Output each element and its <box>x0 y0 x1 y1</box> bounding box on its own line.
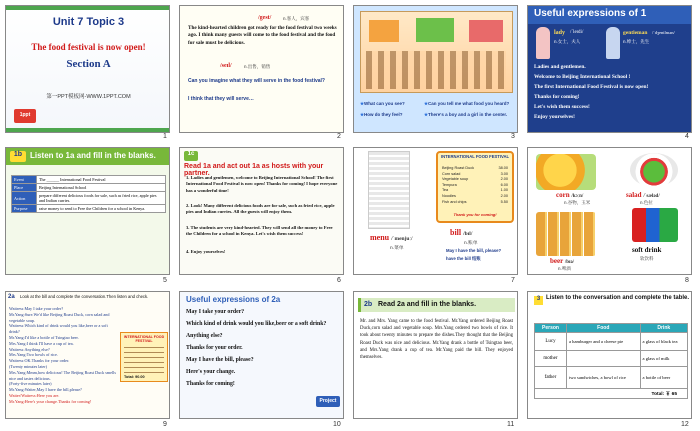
paragraph-2: 2. Look! Many different delicious foods are for sale, such as fried rice, apple pies and Indian curries. All the guests will enjoy them. <box>186 203 335 215</box>
row-label: Event <box>12 176 37 184</box>
vocab-sale: /seɪl/ <box>220 63 232 69</box>
row-value: The ______ International Food Festival <box>37 176 166 184</box>
bill-word <box>450 228 472 237</box>
beer-cn: n.啤酒 <box>558 266 571 271</box>
activity-badge: 2b <box>364 301 373 308</box>
slide-subtitle: The food festival is now open! <box>31 42 146 52</box>
ruler-column <box>368 151 410 229</box>
menu-word-en: menu <box>370 233 390 242</box>
beer-word-ipa: /bɪə/ <box>564 260 575 265</box>
slide-thumbnail-9[interactable] <box>5 291 170 419</box>
activity-title: Listen to the conversation and complete the table. <box>546 295 690 301</box>
expression-1: May I take your order? <box>186 309 245 315</box>
activity-badge: 2a <box>8 294 15 300</box>
bill-line-1: May I have the bill, please? <box>446 248 502 253</box>
question-1 <box>360 101 430 107</box>
item-price: 5.50 <box>500 199 508 204</box>
item-price: 6.00 <box>500 182 508 187</box>
activity-title: Listen to 1a and fill in the blanks. <box>30 151 156 160</box>
info-table <box>11 175 166 213</box>
top-band <box>6 6 170 10</box>
slide-number: 6 <box>337 277 341 284</box>
corn-word <box>556 191 583 199</box>
item-price: 3.00 <box>500 171 508 176</box>
salad-word <box>626 191 660 199</box>
receipt-lines <box>124 347 164 373</box>
row-label: Action <box>12 192 37 205</box>
paragraph-3: 3. The students are very kind-hearted. They will send all the money to Free the Children for a school in Kenya. Let's wish them success! <box>186 225 333 237</box>
lady-ipa: /ˈleɪdi/ <box>570 30 584 35</box>
bottom-band <box>6 128 170 133</box>
item-price: 2.00 <box>500 177 508 182</box>
menu-items <box>442 166 508 205</box>
slide-title: Unit 7 Topic 3 <box>52 16 125 28</box>
dialogue-line: Mr.Yang:Here's your change.Thanks for coming! <box>9 398 92 404</box>
q1-text: What can you see? <box>364 101 405 106</box>
question-2 <box>424 101 518 107</box>
lady-word: lady <box>554 30 566 36</box>
slide-thumbnail-2[interactable] <box>179 5 344 133</box>
slide-number: 3 <box>511 133 515 140</box>
q3-text: How do they feel? <box>364 112 403 117</box>
soft-drink-picture <box>632 208 678 242</box>
bill-word-en: bill <box>450 228 462 237</box>
gentleman-ipa: /ˈdʒentlmən/ <box>652 30 675 35</box>
q4-text: There's a boy and a girl in the center. <box>428 112 508 117</box>
menu-word <box>370 233 413 242</box>
slide-thumbnail-4[interactable] <box>527 5 692 133</box>
salad-picture <box>630 153 678 187</box>
salad-word-ipa: /ˈsæləd/ <box>643 194 660 199</box>
slide-number: 5 <box>163 277 167 284</box>
table-row <box>535 389 688 399</box>
paragraph-1: 1. Ladies and gentlemen, welcome to Beijing International School! The first International Food Festival is now open! Thanks for coming! I hope everyone has a wonderful time! <box>186 175 338 193</box>
item-name: Noodles <box>442 193 456 198</box>
receipt-total: Total: 90.00 <box>124 375 145 379</box>
salad-word-en: salad <box>626 191 642 199</box>
logo-text: 1ppt <box>19 112 31 118</box>
slide-thumbnail-11[interactable] <box>353 291 518 419</box>
drink-cell: a bottle of beer <box>640 367 687 389</box>
expression-4: Thanks for your order. <box>186 345 243 351</box>
footer-text: 第一PPT模板网-WWW.1PPT.COM <box>46 94 131 100</box>
gentleman-word: gentleman <box>623 30 648 36</box>
tent-middle <box>416 18 454 42</box>
bill-line-2: have the bill 结账 <box>446 256 481 261</box>
salad-cn: n.色拉 <box>640 200 653 205</box>
slide-number: 10 <box>333 421 341 428</box>
slide-thumbnail-7[interactable] <box>353 147 518 275</box>
slide-title: Useful expressions of 1 <box>534 8 647 19</box>
item-price: 38.00 <box>498 166 508 170</box>
expression-1: Ladies and gentlemen. <box>534 64 586 70</box>
expression-5: May I have the bill, please? <box>186 357 254 363</box>
corn-cn: n.谷物，玉米 <box>564 200 591 205</box>
dialogue-line: (Twenty minutes later) <box>9 363 48 369</box>
gentleman-cn: n.绅士，先生 <box>623 39 650 44</box>
slide-thumbnail-8[interactable] <box>527 147 692 275</box>
row-value: prepare different delicious foods for sale, such as fried rice, apple pies and Indian curries. <box>37 192 166 205</box>
slide-thumbnail-10[interactable] <box>179 291 344 419</box>
vocab-guest: /gest/ <box>258 15 272 21</box>
drink-cell: a glass of black tea <box>640 333 687 351</box>
expression-7: Thanks for coming! <box>186 381 235 387</box>
person-cell: Lucy <box>535 333 567 351</box>
expression-2: Welcome to Beijing International School ! <box>534 74 631 80</box>
beer-picture <box>536 212 596 256</box>
food-cell: two sandwiches, a bowl of rice <box>567 367 641 389</box>
corn-word-ipa: /kɔːn/ <box>571 194 584 199</box>
lady-figure <box>536 27 550 59</box>
item-price: 2.00 <box>500 193 508 198</box>
slide-number: 8 <box>685 277 689 284</box>
table-row <box>535 333 688 351</box>
row-value: Beijing International School <box>37 184 166 192</box>
table-row <box>535 351 688 367</box>
row-label: Purpose <box>12 205 37 213</box>
expression-2: Which kind of drink would you like,beer or a soft drink? <box>186 321 327 327</box>
item-price: 1.00 <box>500 188 508 193</box>
passage: Mr. and Mrs. Yang came to the food festival. Mr.Yang ordered Beijing Roast Duck,corn salad and vegetable soup. Mrs.Yang ordered two bowls of rice. It took about twenty minutes to prepare the dishes.They thought that the Beijing Roast Duck was nice and delicious. Mr.Yang drank a bottle of Tsingtao beer, and Mrs.Yang drank a cup of tea. Mr.Yang paid the bill. They enjoyed themselves. <box>360 319 513 361</box>
column-header: Person <box>535 324 567 333</box>
item-name: Tea <box>442 188 449 193</box>
tent-right <box>469 20 503 42</box>
total-cell: Total: ￥ 65 <box>535 389 688 399</box>
tent-left <box>369 20 399 42</box>
slide-number: 2 <box>337 133 341 140</box>
food-cell <box>567 351 641 367</box>
expression-5: Let's wish them success! <box>534 104 590 110</box>
menu-word-ipa: /ˈmenjuː/ <box>391 236 413 242</box>
project-button[interactable]: Project <box>316 396 340 407</box>
section-label: Section A <box>66 58 111 70</box>
paragraph-4: 4. Enjoy yourselves! <box>186 249 226 254</box>
item-name: Fish and chips <box>442 199 467 204</box>
table-row <box>12 184 166 192</box>
dialogue-line: Mrs.Yang:Two bowls of rice. <box>9 352 58 358</box>
slide-thumbnail-1[interactable] <box>5 5 170 133</box>
person-cell: mother <box>535 351 567 367</box>
dialogue-line: Mr.Yang:Waiter,May I have the bill,please? <box>9 387 82 393</box>
bill-word-ipa: /bɪl/ <box>463 231 473 237</box>
menu-item <box>442 200 508 206</box>
item-name: Vegetable soup <box>442 177 469 182</box>
dialogue-line: Mrs.Yang:Mmm,how delicious! The Beijing Roast Duck smells nice and tastes delicious. <box>9 369 116 381</box>
item-name: Tempura <box>442 182 457 187</box>
column-header: Food <box>567 324 641 333</box>
drink-cell: a glass of milk <box>640 351 687 367</box>
dialogue-line: Waiter/Waitress:Here you are. <box>9 392 60 398</box>
table-row <box>12 205 166 213</box>
question-4 <box>424 112 518 118</box>
answer-table <box>534 323 688 399</box>
expression-3: The first International Food Festival is now open! <box>534 84 649 90</box>
answer: I think that they will serve… <box>188 96 254 102</box>
beer-word-en: beer <box>550 257 564 265</box>
dialogue-line: Mrs.Yang:I think I'll have a cup of tea. <box>9 340 74 346</box>
item-name: Corn salad <box>442 171 461 176</box>
crowd <box>366 51 506 89</box>
corn-picture <box>536 154 596 190</box>
person-cell: father <box>535 367 567 389</box>
row-value: raise money to send to Free the Children for a school in Kenya. <box>37 205 166 213</box>
expression-4: Thanks for coming! <box>534 94 580 100</box>
gentleman-figure <box>606 27 620 59</box>
table-row <box>12 192 166 205</box>
slide-thumbnail-6[interactable] <box>179 147 344 275</box>
expression-3: Anything else? <box>186 333 223 339</box>
table-header-row <box>535 324 688 333</box>
dialogue-line: Mr.Yang:I'd like a bottle of Tsingtao beer. <box>9 334 79 340</box>
expression-6: Enjoy yourselves! <box>534 114 575 120</box>
slide-thumbnail-3[interactable] <box>353 5 518 133</box>
dialogue-line: Waitress:Which kind of drink would you like,beer or a soft drink? <box>9 323 108 335</box>
slide-thumbnail-5[interactable] <box>5 147 170 275</box>
table-row <box>12 176 166 184</box>
dialogue-line: Waitress:Anything else? <box>9 346 50 352</box>
corn-word-en: corn <box>556 191 570 199</box>
q2-text: Can you tell me what food you heard? <box>428 101 510 106</box>
conversation <box>9 306 119 405</box>
activity-badge: 3 <box>534 296 543 305</box>
slide-number: 12 <box>681 421 689 428</box>
activity-title: Read 1a and act out 1a as hosts with your partner. <box>184 163 324 177</box>
soft-drink-cn: 软饮料 <box>640 256 654 261</box>
receipt-title: INTERNATIONAL FOOD FESTIVAL <box>123 335 165 343</box>
menu-footer: Thank you for coming! <box>453 212 497 217</box>
instruction: Look at the bill and complete the conversation.Then listen and check. <box>20 294 149 299</box>
slide-number: 7 <box>511 277 515 284</box>
slide-number: 11 <box>507 421 515 428</box>
soft-drink-word: soft drink <box>632 246 662 254</box>
slide-thumbnail-12[interactable] <box>527 291 692 419</box>
question: Can you imagine what they will serve in the food festival? <box>188 78 325 84</box>
menu-title: INTERNATIONAL FOOD FESTIVAL <box>440 154 510 159</box>
dialogue-line: (Forty-five minutes later) <box>9 381 52 387</box>
activity-title: Read 2a and fill in the blanks. <box>378 301 477 308</box>
activity-badge: 1b <box>10 151 26 162</box>
passage: The kind-hearted children got ready for the food festival two weeks ago. I think many guests will come to the food festival and the food for sale must be delicious. <box>188 25 337 46</box>
vocab-guest-cn: n.客人，宾客 <box>283 16 310 21</box>
item-name: Beijing Roast Duck <box>442 166 475 170</box>
slide-number: 4 <box>685 133 689 140</box>
dialogue-line: Waitress:May I take your order? <box>9 306 64 311</box>
lady-cn: n.女士，夫人 <box>554 39 581 44</box>
food-cell: a hamburger and a cheese pie <box>567 333 641 351</box>
column-header: Drink <box>640 324 687 333</box>
slide-title: Useful expressions of 2a <box>186 295 281 304</box>
dialogue-line: Mr.Yang:Sure.We'd like Beijing Roast Duck, corn salad and vegetable soup. <box>9 311 110 323</box>
expression-6: Here's your change. <box>186 369 236 375</box>
slide-number: 9 <box>163 421 167 428</box>
slide-number: 1 <box>163 133 167 140</box>
menu-cn: n.菜单 <box>390 246 404 251</box>
question-3 <box>360 112 430 118</box>
row-label: Place <box>12 184 37 192</box>
bill-cn: n.账单 <box>464 241 478 246</box>
vocab-sale-cn: n.出售，销售 <box>244 64 271 69</box>
beer-word <box>550 257 574 265</box>
dialogue-line: Waitress:OK.Thanks for your order. <box>9 358 70 364</box>
table-row <box>535 367 688 389</box>
activity-badge: 1c <box>184 151 198 161</box>
